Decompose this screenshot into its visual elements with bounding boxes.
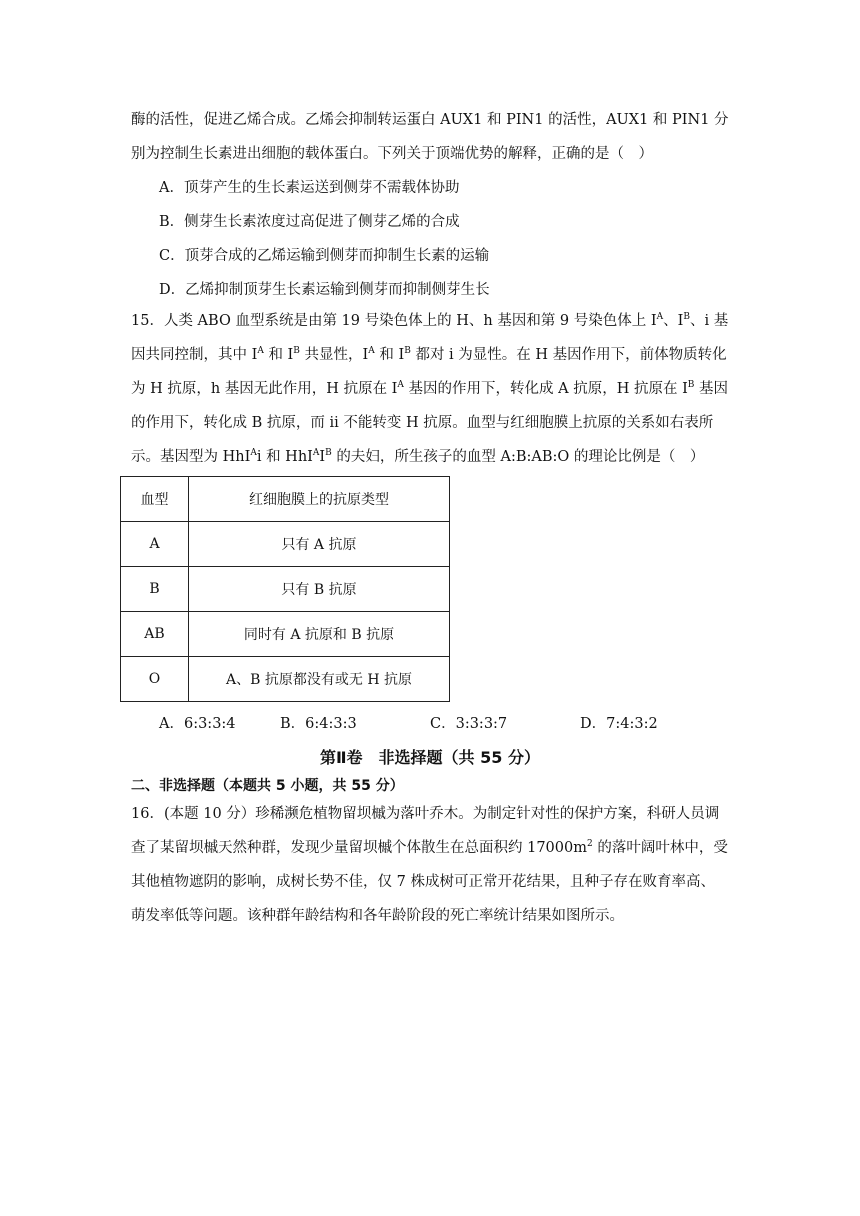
table-cell: A、B 抗原都没有或无 H 抗原 — [189, 657, 450, 702]
blood-type-table — [120, 476, 450, 702]
section-title: 第Ⅱ卷 非选择题（共 55 分） — [320, 748, 540, 767]
q15-answer-b: B．6:4:3:3 — [280, 716, 357, 732]
q16-line-4: 萌发率低等问题。该种群年龄结构和各年龄阶段的死亡率统计结果如图所示。 — [131, 908, 624, 924]
q15-line-1: 15．人类 ABO 血型系统是由第 19 号染色体上的 H、h 基因和第 9 号染色体上 $I^A$、$I^B$、i 基 — [131, 312, 729, 329]
q14-stem — [131, 103, 731, 171]
q16-line-3: 其他植物遮阴的影响，成树长势不佳，仅 7 株成树可正常开花结果，且种子存在败育率高、 — [131, 874, 715, 890]
q15-answer-a: A．6:3:3:4 — [159, 716, 236, 732]
q15-answer-d: D．7:4:3:2 — [580, 716, 658, 732]
q15-stem — [131, 304, 731, 474]
q15-line-4: 的作用下，转化成 B 抗原，而 ii 不能转变 H 抗原。血型与红细胞膜上抗原的关系如右表所 — [131, 415, 714, 431]
table-cell: AB — [121, 612, 189, 657]
q14-option-d: D．乙烯抑制顶芽生长素运输到侧芽而抑制侧芽生长 — [159, 282, 490, 298]
q14-option-c: C．顶芽合成的乙烯运输到侧芽而抑制生长素的运输 — [159, 248, 490, 264]
table-cell: 同时有 A 抗原和 B 抗原 — [189, 612, 450, 657]
table-header-cell: 血型 — [121, 477, 189, 522]
q14-option-a: A．顶芽产生的生长素运送到侧芽不需载体协助 — [159, 180, 460, 196]
q16-line-2: 查了某留坝槭天然种群，发现少量留坝槭个体散生在总面积约 $17000m^2$ 的落叶阔叶林中，受 — [131, 839, 728, 856]
table-cell: O — [121, 657, 189, 702]
q15-line-3: 为 H 抗原，h 基因无此作用，H 抗原在 $I^A$ 基因的作用下，转化成 A 抗原，H 抗原在 $I^B$ 基因 — [131, 380, 729, 397]
table-row — [121, 612, 450, 657]
q15-line-2: 因共同控制，其中 $I^A$ 和 $I^B$ 共显性，$I^A$ 和 $I^B$ 都对 i 为显性。在 H 基因作用下，前体物质转化 — [131, 346, 727, 363]
table-cell: 只有 A 抗原 — [189, 522, 450, 567]
table-cell: 只有 B 抗原 — [189, 567, 450, 612]
table-header-cell: 红细胞膜上的抗原类型 — [189, 477, 450, 522]
table-cell: B — [121, 567, 189, 612]
table-row — [121, 522, 450, 567]
q15-line-5: 示。基因型为 HhI$^A$i 和 $HhI^AI^B$ 的夫妇，所生孩子的血型 A:B:AB:O 的理论比例是（ ） — [131, 448, 705, 465]
q14-stem-line-1: 酶的活性，促进乙烯合成。乙烯会抑制转运蛋白 AUX1 和 PIN1 的活性，AUX1 和 PIN1 分 — [131, 112, 729, 128]
q14-stem-line-2: 别为控制生长素进出细胞的载体蛋白。下列关于顶端优势的解释，正确的是（ ） — [131, 146, 653, 162]
section-subtitle: 二、非选择题（本题共 5 小题，共 55 分） — [131, 778, 404, 794]
table-header-row — [121, 477, 450, 522]
table-cell: A — [121, 522, 189, 567]
q14-option-b: B．侧芽生长素浓度过高促进了侧芽乙烯的合成 — [159, 214, 460, 230]
table-row — [121, 567, 450, 612]
table-row — [121, 657, 450, 702]
q16-line-1: 16．(本题 10 分）珍稀濒危植物留坝槭为落叶乔木。为制定针对性的保护方案，科研人员调 — [131, 806, 720, 822]
q16-stem — [131, 797, 731, 933]
q15-answer-c: C．3:3:3:7 — [430, 716, 508, 732]
